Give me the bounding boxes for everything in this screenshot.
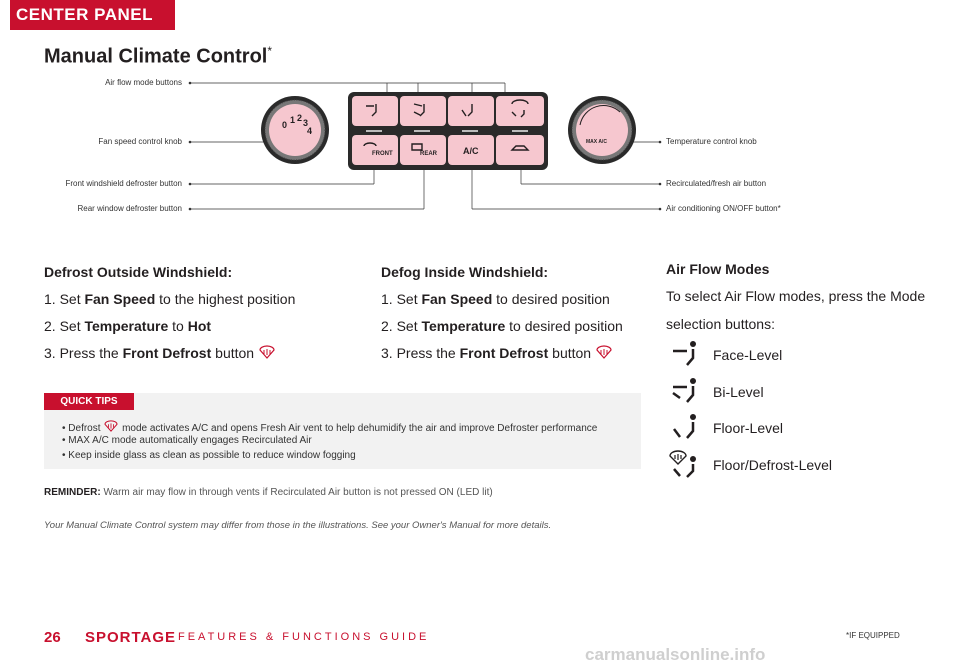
callout-ac: Air conditioning ON/OFF button*: [666, 204, 781, 213]
bi-level-icon: [670, 377, 702, 405]
footer-if-equipped: *IF EQUIPPED: [846, 631, 900, 640]
callout-air-flow-mode: Air flow mode buttons: [105, 78, 182, 87]
front-defrost-icon: [595, 345, 613, 359]
floor-mode-button: [448, 96, 494, 126]
disclaimer: Your Manual Climate Control system may differ from those in the illustrations. See your Owner's Manual for more details.: [44, 520, 552, 531]
front-defrost-icon: [258, 345, 276, 359]
quick-tips-label: QUICK TIPS: [44, 393, 134, 410]
mode-floor-level: Floor-Level: [713, 420, 784, 436]
face-mode-button: [352, 96, 398, 126]
callout-rear-defroster: Rear window defroster button: [77, 204, 182, 213]
bi-level-mode-button: [400, 96, 446, 126]
ac-button-label: A/C: [463, 146, 479, 156]
title-asterisk: *: [267, 44, 273, 58]
page-number: 26: [44, 629, 61, 646]
footer-brand: SPORTAGE: [85, 629, 177, 646]
front-defrost-button: [352, 135, 398, 165]
reminder: REMINDER: Warm air may flow in through vents if Recirculated Air button is not pressed ON (LED lit): [44, 487, 493, 498]
callout-front-defroster: Front windshield defroster button: [65, 179, 182, 188]
callout-recirculated: Recirculated/fresh air button: [666, 179, 767, 188]
quick-tip-3: • Keep inside glass as clean as possible to reduce window fogging: [62, 450, 356, 461]
mode-face-level: Face-Level: [713, 347, 783, 363]
callout-temperature: Temperature control knob: [666, 137, 757, 146]
air-flow-heading: Air Flow Modes: [666, 261, 770, 277]
rear-defrost-button: [400, 135, 446, 165]
defog-inside-heading: Defog Inside Windshield:: [381, 264, 549, 280]
fan-speed-knob: [261, 96, 329, 164]
defrost-icon: [103, 420, 119, 432]
quick-tip-2: • MAX A/C mode automatically engages Recirculated Air: [62, 435, 312, 446]
defog-inside-step-1: 1. Set Fan Speed to desired position: [381, 291, 610, 307]
floor-defrost-icon: [668, 449, 702, 479]
rear-button-label: REAR: [420, 151, 438, 157]
defrost-outside-step-1: 1. Set Fan Speed to the highest position: [44, 291, 296, 307]
defrost-outside-step-3: 3. Press the Front Defrost button: [44, 345, 276, 361]
air-flow-line-1: To select Air Flow modes, press the Mode: [666, 288, 926, 304]
fan-num-1: 1: [290, 115, 296, 125]
face-level-icon: [670, 340, 702, 368]
max-ac-label: MAX A/C: [586, 139, 607, 145]
section-tab: CENTER PANEL: [10, 0, 175, 30]
fan-num-4: 4: [307, 126, 313, 136]
climate-panel-art: [0, 0, 960, 230]
callout-fan-speed: Fan speed control knob: [98, 137, 182, 146]
quick-tip-1: • Defrost mode activates A/C and opens Fresh Air vent to help dehumidify the air and improve Defroster performance: [62, 420, 597, 434]
footer-guide-title: FEATURES & FUNCTIONS GUIDE: [178, 631, 430, 643]
defrost-outside-step-2: 2. Set Temperature to Hot: [44, 318, 212, 334]
mode-floor-defrost-level: Floor/Defrost-Level: [713, 457, 833, 473]
defrost-outside-heading: Defrost Outside Windshield:: [44, 264, 233, 280]
fan-num-3: 3: [303, 118, 309, 128]
mode-bi-level: Bi-Level: [713, 384, 764, 400]
floor-level-icon: [670, 413, 702, 441]
fan-num-0: 0: [282, 120, 288, 130]
temperature-knob: [568, 96, 636, 164]
fan-num-2: 2: [297, 113, 303, 123]
defog-inside-step-3: 3. Press the Front Defrost button: [381, 345, 613, 361]
watermark: carmanualsonline.info: [585, 645, 766, 664]
defog-inside-step-2: 2. Set Temperature to desired position: [381, 318, 623, 334]
button-panel: [348, 92, 548, 170]
front-button-label: FRONT: [372, 151, 393, 157]
air-flow-line-2: selection buttons:: [666, 316, 775, 332]
page-title-text: Manual Climate Control: [44, 45, 268, 68]
